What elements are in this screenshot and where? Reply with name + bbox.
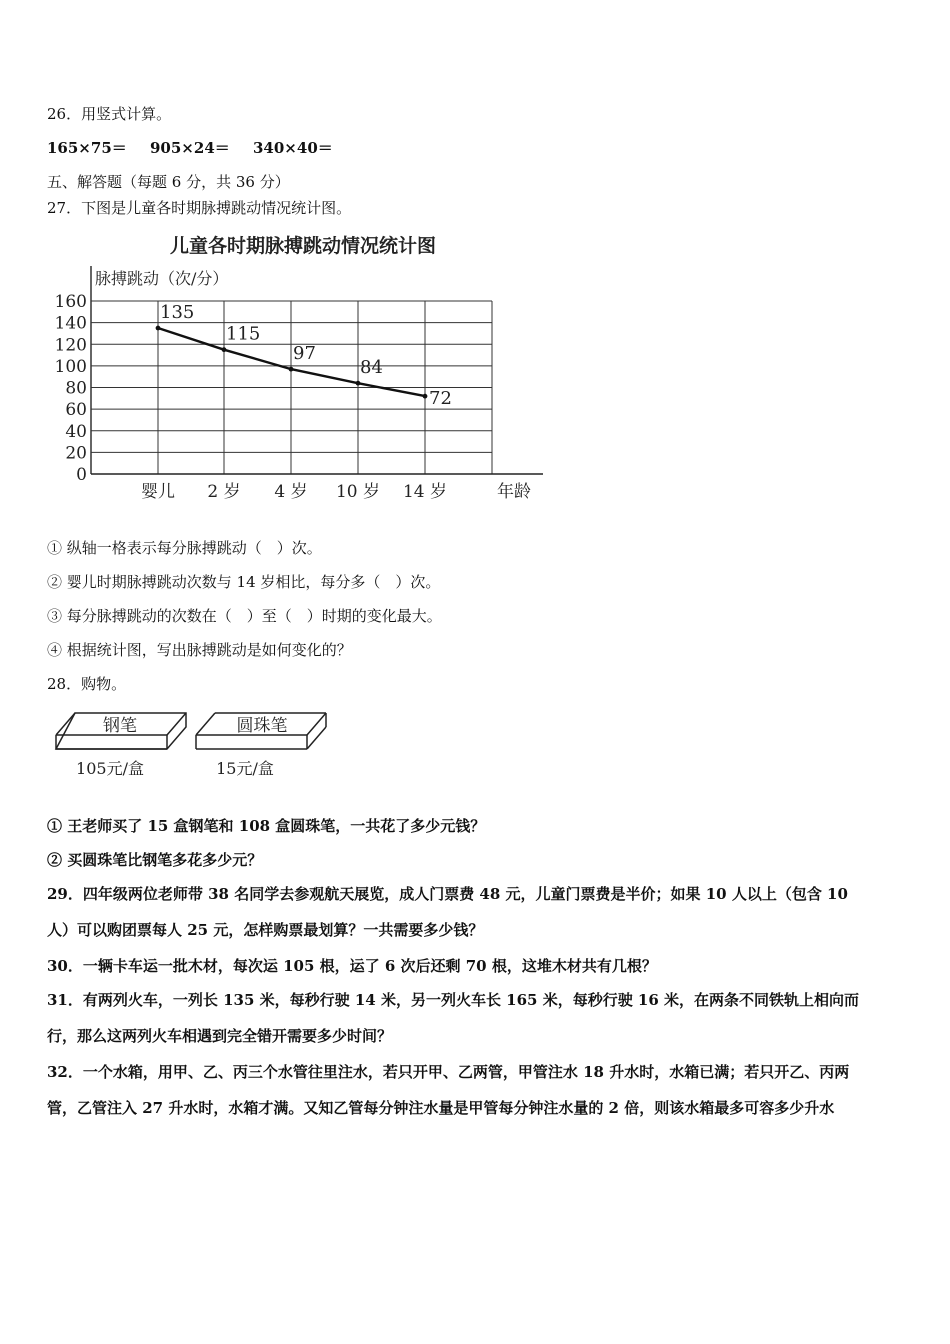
q27-sub-3: ③ 每分脉搏跳动的次数在（ ）至（ ）时期的变化最大。 [47,607,442,625]
chart-y-tick-label: 80 [65,378,87,399]
chart-x-tick-label: 婴儿 [141,482,175,502]
ballpoint-box [196,713,326,778]
chart-data-label: 84 [360,357,383,379]
q30-line-1: 30．一辆卡车运一批木材，每次运 105 根，运了 6 次后还剩 70 根，这堆木材共有几根？ [47,957,657,975]
q26-expr-3: 340×40＝ [253,139,333,157]
q28-product-boxes [52,705,342,785]
q31-line-1: 31．有两列火车，一列长 135 米，每秒行驶 14 米，另一列火车长 165 米，每秒行驶 16 米，在两条不同铁轨上相向而 [47,991,860,1009]
chart-y-tick-label: 140 [54,313,87,334]
chart-y-tick-label: 60 [65,400,87,421]
chart-x-tick-label: 10 岁 [335,482,381,502]
q29-line-1: 29．四年级两位老师带 38 名同学去参观航天展览，成人门票费 48 元，儿童门票费是半价；如果 10 人以上（包含 10 [47,885,848,903]
chart-x-tick-label: 14 岁 [402,482,448,502]
chart-data-label: 115 [226,323,261,345]
chart-y-tick-label: 160 [54,292,87,312]
pen-price: 105元/盒 [76,759,144,778]
q31-line-2: 行，那么这两列火车相遇到完全错开需要多少时间？ [47,1027,393,1045]
ballpoint-box-label: 圆珠笔 [236,716,288,736]
pen-box-label: 钢笔 [103,716,137,736]
chart-x-tick-label: 4 岁 [274,482,308,502]
chart-y-tick-label: 120 [54,335,87,356]
ballpoint-box-edge [196,713,215,735]
q27-sub-1: ① 纵轴一格表示每分脉搏跳动（ ）次。 [47,539,322,557]
pen-box-edge [167,713,186,735]
ballpoint-box-edge [307,727,326,749]
q29-line-2: 人）可以购团票每人 25 元，怎样购票最划算？一共需要多少钱？ [47,921,484,939]
q26-expr-1: 165×75＝ [47,139,127,157]
chart-data-point [423,394,428,399]
chart-y-tick-label: 20 [65,443,87,464]
ballpoint-box-edge [307,713,326,735]
chart-data-point [156,326,161,331]
section-5-heading: 五、解答题（每题 6 分，共 36 分） [47,173,290,191]
chart-data-point [222,347,227,352]
chart-x-tick-label: 2 岁 [207,482,241,502]
pulse-line-chart [48,226,548,506]
q27-title: 27．下图是儿童各时期脉搏跳动情况统计图。 [47,199,352,217]
chart-y-tick-label: 40 [65,421,87,442]
chart-y-axis-label: 脉搏跳动（次/分） [95,269,229,288]
q26-title: 26．用竖式计算。 [47,105,172,123]
q27-sub-4: ④ 根据统计图，写出脉搏跳动是如何变化的？ [47,641,352,659]
ballpoint-price: 15元/盒 [216,759,274,778]
chart-data-point [289,367,294,372]
q28-title: 28．购物。 [47,675,127,693]
chart-data-label: 72 [429,388,452,410]
chart-data-label: 97 [293,343,316,365]
chart-data-label: 135 [160,302,195,324]
q28-sub-1: ① 王老师买了 15 盒钢笔和 108 盒圆珠笔，一共花了多少元钱？ [47,817,486,835]
q28-sub-2: ② 买圆珠笔比钢笔多花多少元？ [47,851,263,869]
chart-x-axis-label: 年龄 [497,482,531,502]
q27-sub-2: ② 婴儿时期脉搏跳动次数与 14 岁相比，每分多（ ）次。 [47,573,441,591]
q32-line-2: 管，乙管注入 27 升水时，水箱才满。又知乙管每分钟注水量是甲管每分钟注水量的 2 倍，则该水箱最多可容多少升水 [47,1099,835,1117]
chart-title: 儿童各时期脉搏跳动情况统计图 [169,235,437,257]
pen-box [56,713,186,778]
q26-expr-2: 905×24＝ [150,139,230,157]
q32-line-1: 32．一个水箱，用甲、乙、丙三个水管往里注水，若只开甲、乙两管，甲管注水 18 升水时，水箱已满；若只开乙、丙两 [47,1063,850,1081]
chart-y-tick-label: 0 [76,465,87,485]
q26-expressions [47,137,333,158]
chart-data-point [356,381,361,386]
chart-y-tick-label: 100 [54,356,87,377]
